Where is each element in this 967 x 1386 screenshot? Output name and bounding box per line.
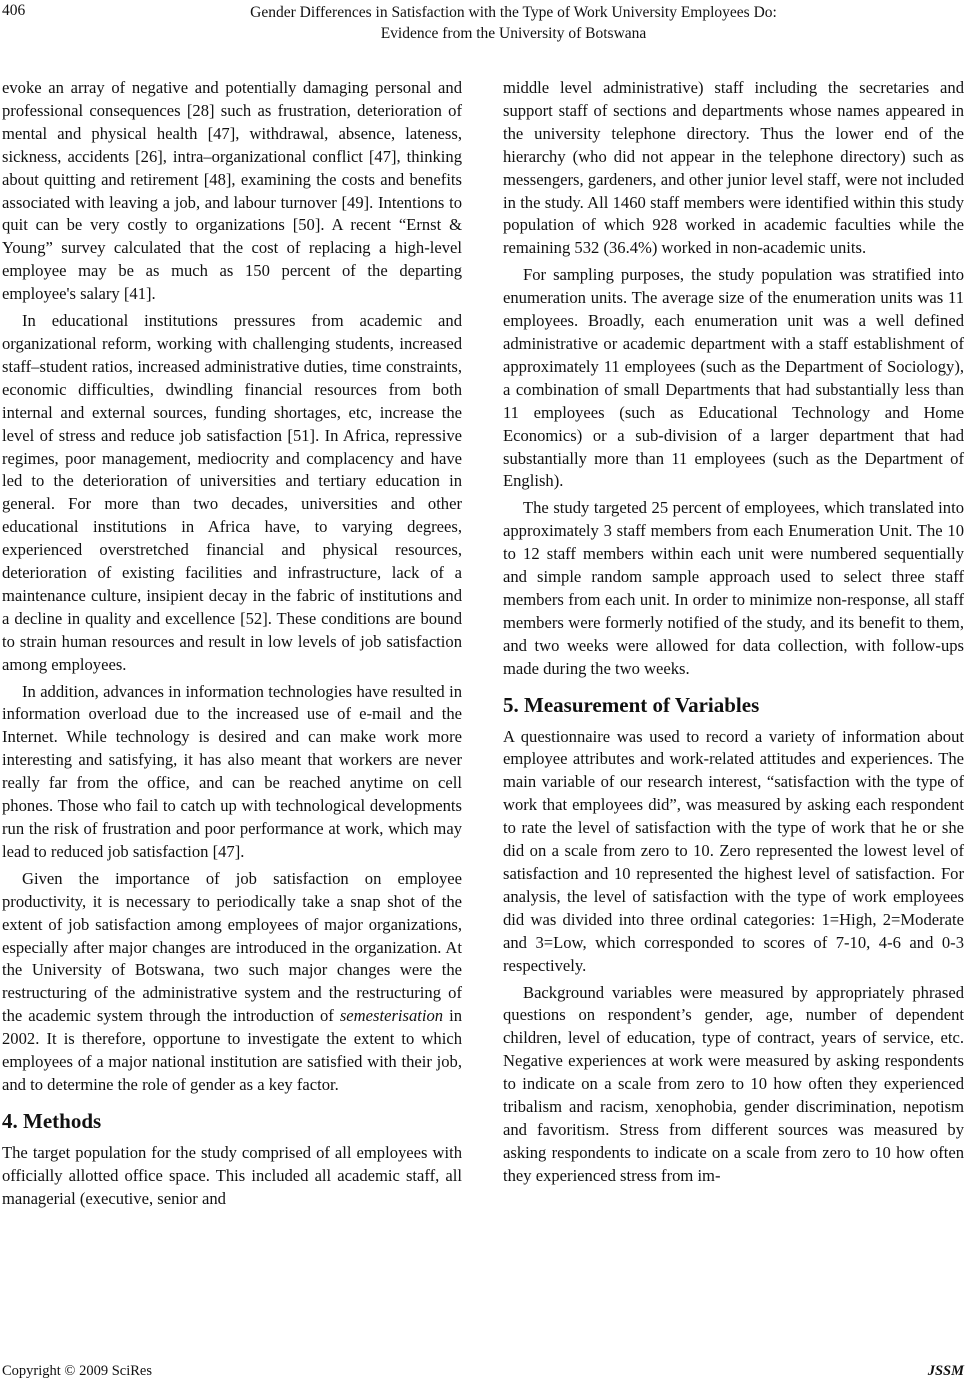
paragraph: middle level administrative) staff including the secretaries and support staff of sections and departments whose names appeared in the university telephone directory. Thus the lower end of the hierarchy (who did not appear in the telephone directory) such as messengers, gardeners, and other junior level staff, were not included in the study. All 1460 staff members were identified within this study population of which 928 worked in academic faculties while the remaining 532 (36.4%) worked in non-academic units. <box>503 78 964 258</box>
paragraph: Background variables were measured by appropriately phrased questions on respondent’s gender, age, number of dependent children, level of education, type of contract, years of service, etc. Negative experiences at work were measured by asking respondents to indicate on a scale from zero to 10 how often they experienced tribalism and racism, xenophobia, gender discrimination, nepotism and favoritism. Stress from different sources was measured by asking respondents to indicate on a scale from zero to 10 how often they experienced stress from im- <box>503 982 964 1185</box>
paragraph <box>2 868 462 1097</box>
text-run: in 2002. It is therefore, opportune to investigate the extent to which employees of a major national institution are satisfied with their job, and to determine the role of gender as a key factor. <box>2 1006 463 1094</box>
page-number: 406 <box>2 2 26 19</box>
paragraph: The target population for the study comprised of all employees with officially allotted office space. This included all academic staff, all managerial (executive, senior and <box>2 1142 462 1208</box>
italic-term: semesterisation <box>339 1006 444 1026</box>
footer-copyright: Copyright © 2009 SciRes <box>2 1363 152 1379</box>
running-header <box>60 2 967 44</box>
paragraph: In addition, advances in information technologies have resulted in information overload due to the increased use of e-mail and the Internet. While technology is desired and can make work more interesting and satisfying, it has also meant that workers are never really far from the office, and can be reached anytime on cell phones. Those who fail to catch up with technological developments run the risk of frustration and poor performance at work, which may lead to reduced job satisfaction [47]. <box>2 681 462 861</box>
left-column <box>2 77 462 1211</box>
paragraph: The study targeted 25 percent of employees, which translated into approximately 3 staff members from each Enumeration Unit. The 10 to 12 staff members within each unit were numbered sequentially and simple random sample approach used to select three staff members from each unit. In order to minimize non-response, all staff members were formerly notified of the study, and its benefit to them, and two weeks were allowed for data collection, with follow-ups made during the two weeks. <box>503 498 964 678</box>
paragraph: In educational institutions pressures from academic and organizational reform, working with challenging students, increased staff–student ratios, increased administrative duties, time constraints, economic difficulties, dwindling financial resources from both internal and external sources, funding shortages, etc, increase the level of stress and reduce job satisfaction [51]. In Africa, repressive regimes, poor management, mediocrity and complacency and have led to the deterioration of universities and tertiary education in general. For more than two decades, universities and other educational institutions in Africa have, to varying degrees, experienced overstretched financial and physical resources, deterioration of existing facilities and infrastructure, lack of a maintenance culture, insipient decay in the fabric of institutions and a decline in quality and excellence [52]. These conditions are bound to strain human resources and result in low levels of job satisfaction among employees. <box>2 311 462 674</box>
running-header-line-2: Evidence from the University of Botswana <box>380 25 647 42</box>
paragraph: evoke an array of negative and potentially damaging personal and professional consequences [28] such as frustration, deterioration of mental and physical health [47], withdrawal, absence, lateness, sickness, accidents [26], intra–organizational conflict [47], thinking about quitting and retirement [48], examining the costs and benefits associated with leaving a job, and labour turnover [49]. Intentions to quit can be very costly to organizations [50]. A recent “Ernst & Young” survey calculated that the cost of replacing a high-level employee may be as much as 150 percent of the departing employee's salary [41]. <box>2 78 462 304</box>
right-column <box>503 77 964 1188</box>
text-run: Given the importance of job satisfaction on employee productivity, it is necessary to periodically take a snap shot of the extent of job satisfaction among employees of major organizations, especially after major changes are introduced in the organization. At the University of Botswana, two such major changes were the restructuring of the administrative system and the restructuring of the academic system through the introduction of <box>2 868 462 1026</box>
section-heading-methods: 4. Methods <box>2 1108 102 1133</box>
paragraph: A questionnaire was used to record a variety of information about employee attributes and work-related attitudes and experiences. The main variable of our research interest, “satisfaction with the type of work that employees did”, was measured by asking each respondent to rate the level of satisfaction with the type of work that he or she did on a scale from zero to 10. Zero represented the lowest level of satisfaction and 10 represented the highest level of satisfaction. For analysis, the level of satisfaction with the type of work employees did was divided into three ordinal categories: 1=High, 2=Moderate and 3=Low, which corresponded to scores of 7-10, 4-6 and 0-3 respectively. <box>503 726 964 975</box>
paragraph: For sampling purposes, the study population was stratified into enumeration units. The average size of the enumeration units was 11 employees. Broadly, each enumeration unit was a well defined administrative or academic department with a staff establishment of approximately 11 employees (such as the Department of Sociology), a combination of small Departments that had substantially less than 11 employees (such as Educational Technology and Home Economics) or a sub-division of a larger department that had substantially more than 11 employees (such as the Department of English). <box>503 265 964 491</box>
running-header-line-1: Gender Differences in Satisfaction with the Type of Work University Employees Do: <box>250 4 777 21</box>
footer-journal: JSSM <box>927 1363 964 1379</box>
section-heading-measurement: 5. Measurement of Variables <box>503 692 760 717</box>
